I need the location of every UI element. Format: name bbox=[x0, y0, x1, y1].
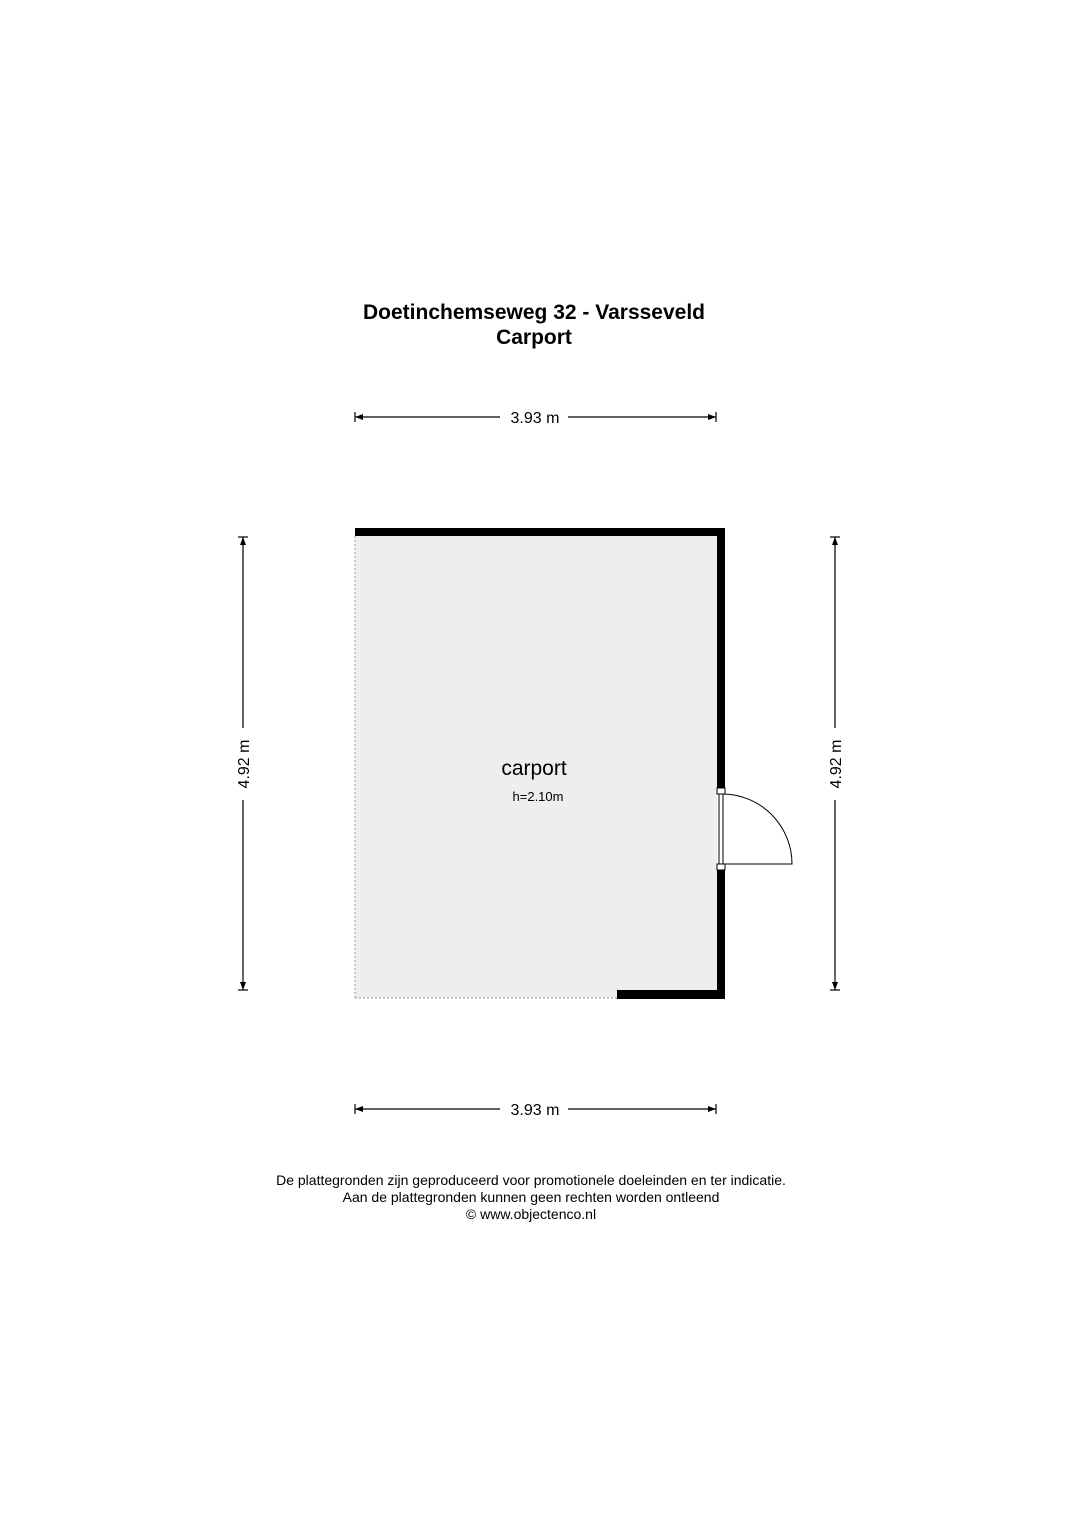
top-dimension bbox=[355, 410, 716, 427]
right-wall-upper bbox=[717, 528, 725, 788]
copyright-line: © www.objectenco.nl bbox=[465, 1206, 597, 1222]
door-swing-arc bbox=[723, 794, 792, 864]
bottom-dimension bbox=[355, 1102, 716, 1119]
bottom-wall-stub bbox=[617, 990, 725, 999]
left-dimension-label: 4.92 m bbox=[236, 739, 253, 789]
room-height-label: h=2.10m bbox=[512, 789, 564, 804]
top-wall bbox=[355, 528, 725, 536]
disclaimer-line-2: Aan de plattegronden kunnen geen rechten worden ontleend bbox=[342, 1189, 720, 1205]
door bbox=[717, 788, 792, 870]
left-dimension bbox=[236, 537, 253, 990]
disclaimer bbox=[0, 1172, 1062, 1223]
right-dimension-label: 4.92 m bbox=[828, 739, 845, 789]
floor-title: Carport bbox=[496, 326, 572, 349]
room-name-label: carport bbox=[501, 757, 567, 780]
bottom-dimension-label: 3.93 m bbox=[510, 1102, 560, 1119]
right-dimension bbox=[828, 537, 845, 990]
disclaimer-line-1: De plattegronden zijn geproduceerd voor promotionele doeleinden en ter indicatie. bbox=[276, 1172, 786, 1188]
top-dimension-label: 3.93 m bbox=[510, 410, 560, 427]
address-title: Doetinchemseweg 32 - Varsseveld bbox=[363, 301, 705, 324]
right-wall-lower bbox=[717, 869, 725, 999]
